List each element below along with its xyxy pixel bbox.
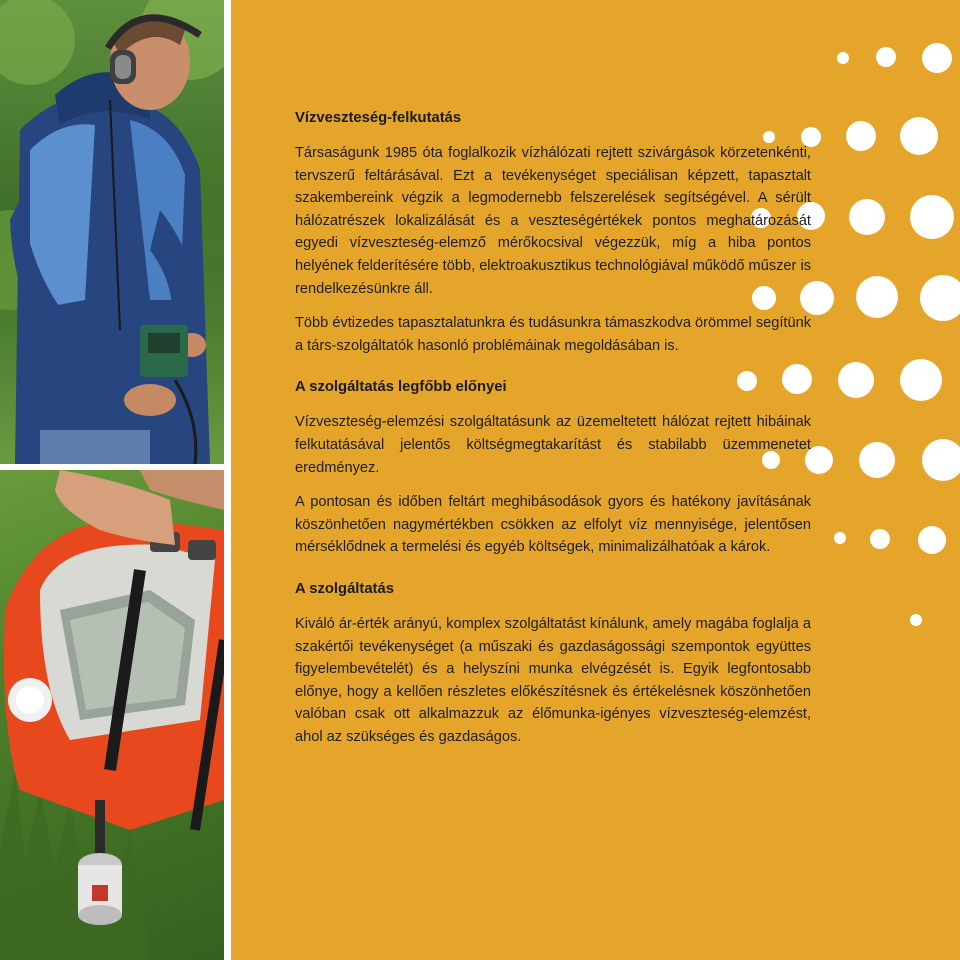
technician-illustration [0,0,224,464]
paragraph: Társaságunk 1985 óta foglalkozik vízhálózati rejtett szivárgások körzetenkénti, tervszerű feltárásával. Ezt a tevékenységet speciálisan képzett, tapasztalt szakembereink végzik a legmodernebb felszerelések segítségével. A sérült hálózatrészek lokalizálását és a veszteségértékek pontos meghatározását egyedi vízveszteség-elemző mérőkocsival végezzük, míg a hiba pontos helyének felderítésére több, elektroakusztikus technológiával működő műszer is rendelkezésünkre áll. [295,145,811,297]
photo-technician [0,0,224,464]
paragraph: Vízveszteség-elemzési szolgáltatásunk az üzemeltetett hálózat rejtett hibáinak felkutatásával jelentős költségmegtakarítást és stabilabb üzemmenetet eredményez. [295,414,811,476]
paragraph: Több évtizedes tapasztalatunkra és tudásunkra támaszkodva örömmel segítünk a társ-szolgáltatók hasonló problémáinak megoldásában is. [295,315,811,354]
section-heading-leak-detection: Vízveszteség-felkutatás [295,110,462,126]
paragraph: A pontosan és időben feltárt meghibásodások gyors és hatékony javításának köszönhetően nagymértékben csökken az elfolyt víz mennyisége, jelentősen mérséklődnek a termelési és egyéb költségek, minimalizálhatóak a károk. [295,494,811,556]
paragraph: Kiváló ár-érték arányú, komplex szolgáltatást kínálunk, amely magába foglalja a szakértői tevékenységet (a műszaki és gazdaságossági szempontok együttes figyelembevételét) és a helyszíni munka elvégzését is. Egyik legfontosabb előnye, hogy a kellően részletes előkészítésnek és értékelésnek köszönhetően valóban csak ott alkalmazzuk az élőmunka-igényes vízveszteség-elemzést, ahol az szükséges és gazdaságos. [295,615,811,745]
article [295,108,811,760]
device-illustration [0,470,224,960]
section-heading-benefits: A szolgáltatás legfőbb előnyei [295,379,507,396]
section-heading-service: A szolgáltatás [295,580,394,597]
photo-detector-device [0,470,224,960]
